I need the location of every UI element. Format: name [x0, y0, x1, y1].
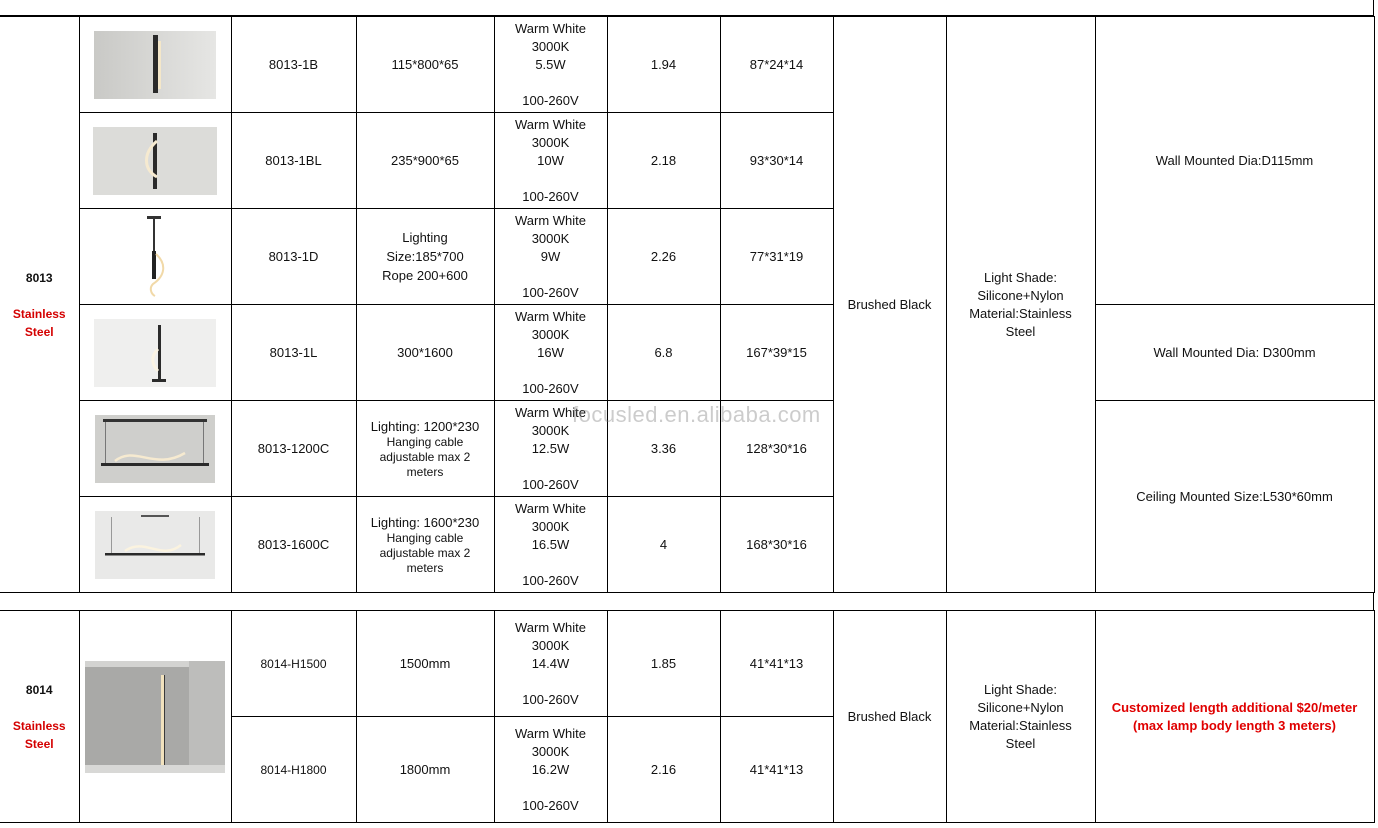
cct: 3000K — [531, 230, 570, 246]
carton-cell: 93*30*14 — [720, 113, 833, 209]
table-row — [0, 305, 1374, 401]
model-cell: 8013-1BL — [231, 113, 356, 209]
material-cell: Light Shade: Silicone+Nylon Material:Stainless Steel — [946, 17, 1095, 593]
installation-cell: Wall Mounted Dia: D300mm — [1095, 305, 1374, 401]
series-cell — [0, 17, 79, 593]
model-cell: 8013-1L — [231, 305, 356, 401]
light-color: Warm White — [514, 500, 587, 516]
size-sub: meters — [406, 560, 444, 575]
weight-cell: 3.36 — [607, 401, 720, 497]
light-color: Warm White — [514, 619, 587, 635]
light-color: Warm White — [514, 404, 587, 420]
spec-cell — [494, 113, 607, 209]
table-row — [0, 17, 1374, 113]
product-image-cell — [79, 611, 231, 823]
voltage: 100-260V — [522, 284, 579, 300]
product-image-cell — [79, 401, 231, 497]
carton-cell: 128*30*16 — [720, 401, 833, 497]
model-cell: 8014-H1800 — [231, 717, 356, 823]
weight-cell: 1.94 — [607, 17, 720, 113]
product-image-cell — [79, 113, 231, 209]
table-row — [0, 611, 1374, 717]
weight-cell: 6.8 — [607, 305, 720, 401]
power: 16.2W — [531, 761, 570, 777]
product-image-cell — [79, 17, 231, 113]
size-cell — [356, 209, 494, 305]
series-code: 8013 — [25, 270, 53, 285]
material-cell: Light Shade: Silicone+Nylon Material:Stainless Steel — [946, 611, 1095, 823]
size-sub: adjustable max 2 — [379, 449, 471, 464]
model-cell: 8014-H1500 — [231, 611, 356, 717]
size-cell — [356, 401, 494, 497]
cct: 3000K — [531, 637, 570, 653]
spec-cell — [494, 717, 607, 823]
model-cell: 8013-1B — [231, 17, 356, 113]
watermark: focusled.en.alibaba.com — [572, 402, 821, 427]
power: 16W — [537, 344, 564, 360]
series-material: Stainless Steel — [12, 718, 66, 751]
cct: 3000K — [531, 518, 570, 534]
size-sub: Hanging cable — [386, 530, 464, 545]
voltage: 100-260V — [522, 188, 579, 204]
installation-note: Customized length additional $20/meter (max lamp body length 3 meters) — [1095, 611, 1374, 823]
carton-cell: 41*41*13 — [720, 611, 833, 717]
size-line: Lighting — [402, 230, 448, 245]
color-cell: Brushed Black — [833, 611, 946, 823]
power: 12.5W — [531, 440, 570, 456]
product-table-8013 — [0, 16, 1375, 593]
spec-cell — [494, 17, 607, 113]
model-cell: 8013-1D — [231, 209, 356, 305]
pendant-1200-photo — [95, 415, 215, 483]
weight-cell: 4 — [607, 497, 720, 593]
wall-sconce-loop-photo — [93, 127, 217, 195]
spec-cell — [494, 401, 607, 497]
carton-cell: 41*41*13 — [720, 717, 833, 823]
power: 14.4W — [531, 655, 570, 671]
voltage: 100-260V — [522, 691, 579, 707]
power: 16.5W — [531, 536, 570, 552]
weight-cell: 1.85 — [607, 611, 720, 717]
size-cell: 1800mm — [356, 717, 494, 823]
series-code: 8014 — [25, 682, 53, 697]
series-cell — [0, 611, 79, 823]
product-table-8014 — [0, 610, 1375, 823]
carton-cell: 168*30*16 — [720, 497, 833, 593]
carton-cell: 87*24*14 — [720, 17, 833, 113]
wall-sconce-photo — [94, 31, 216, 99]
color-cell: Brushed Black — [833, 17, 946, 593]
voltage: 100-260V — [522, 92, 579, 108]
cct: 3000K — [531, 38, 570, 54]
size-cell: 235*900*65 — [356, 113, 494, 209]
pendant-1600-photo — [95, 511, 215, 579]
size-cell: 1500mm — [356, 611, 494, 717]
voltage: 100-260V — [522, 572, 579, 588]
installation-cell: Ceiling Mounted Size:L530*60mm — [1095, 401, 1374, 593]
spec-cell — [494, 209, 607, 305]
size-line: Rope 200+600 — [382, 268, 468, 283]
wall-rope-lamp-photo — [135, 214, 175, 300]
size-main: Lighting: 1600*230 — [370, 514, 480, 530]
spec-cell — [494, 497, 607, 593]
carton-cell: 77*31*19 — [720, 209, 833, 305]
size-cell: 300*1600 — [356, 305, 494, 401]
spec-cell — [494, 305, 607, 401]
product-image-cell — [79, 305, 231, 401]
weight-cell: 2.26 — [607, 209, 720, 305]
cct: 3000K — [531, 743, 570, 759]
floor-lamp-photo — [94, 319, 216, 387]
size-sub: Hanging cable — [386, 434, 464, 449]
voltage: 100-260V — [522, 797, 579, 813]
light-color: Warm White — [514, 116, 587, 132]
product-image-cell — [79, 209, 231, 305]
model-cell: 8013-1200C — [231, 401, 356, 497]
spec-cell — [494, 611, 607, 717]
table-top-band — [0, 0, 1374, 16]
series-material: Stainless Steel — [12, 306, 66, 339]
size-sub: meters — [406, 464, 444, 479]
size-sub: adjustable max 2 — [379, 545, 471, 560]
table-row — [0, 401, 1374, 497]
power: 10W — [537, 152, 564, 168]
cct: 3000K — [531, 422, 570, 438]
carton-cell: 167*39*15 — [720, 305, 833, 401]
size-line: Size:185*700 — [386, 249, 464, 264]
installation-cell: Wall Mounted Dia:D115mm — [1095, 17, 1374, 305]
cct: 3000K — [531, 326, 570, 342]
weight-cell: 2.16 — [607, 717, 720, 823]
size-main: Lighting: 1200*230 — [370, 418, 480, 434]
table-gap-band — [0, 593, 1374, 610]
power: 9W — [540, 248, 561, 264]
light-color: Warm White — [514, 308, 587, 324]
light-color: Warm White — [514, 725, 587, 741]
size-cell: 115*800*65 — [356, 17, 494, 113]
wall-linear-photo — [85, 661, 225, 773]
light-color: Warm White — [514, 212, 587, 228]
product-image-cell — [79, 497, 231, 593]
weight-cell: 2.18 — [607, 113, 720, 209]
voltage: 100-260V — [522, 476, 579, 492]
light-color: Warm White — [514, 20, 587, 36]
power: 5.5W — [535, 56, 566, 72]
voltage: 100-260V — [522, 380, 579, 396]
size-cell — [356, 497, 494, 593]
model-cell: 8013-1600C — [231, 497, 356, 593]
cct: 3000K — [531, 134, 570, 150]
